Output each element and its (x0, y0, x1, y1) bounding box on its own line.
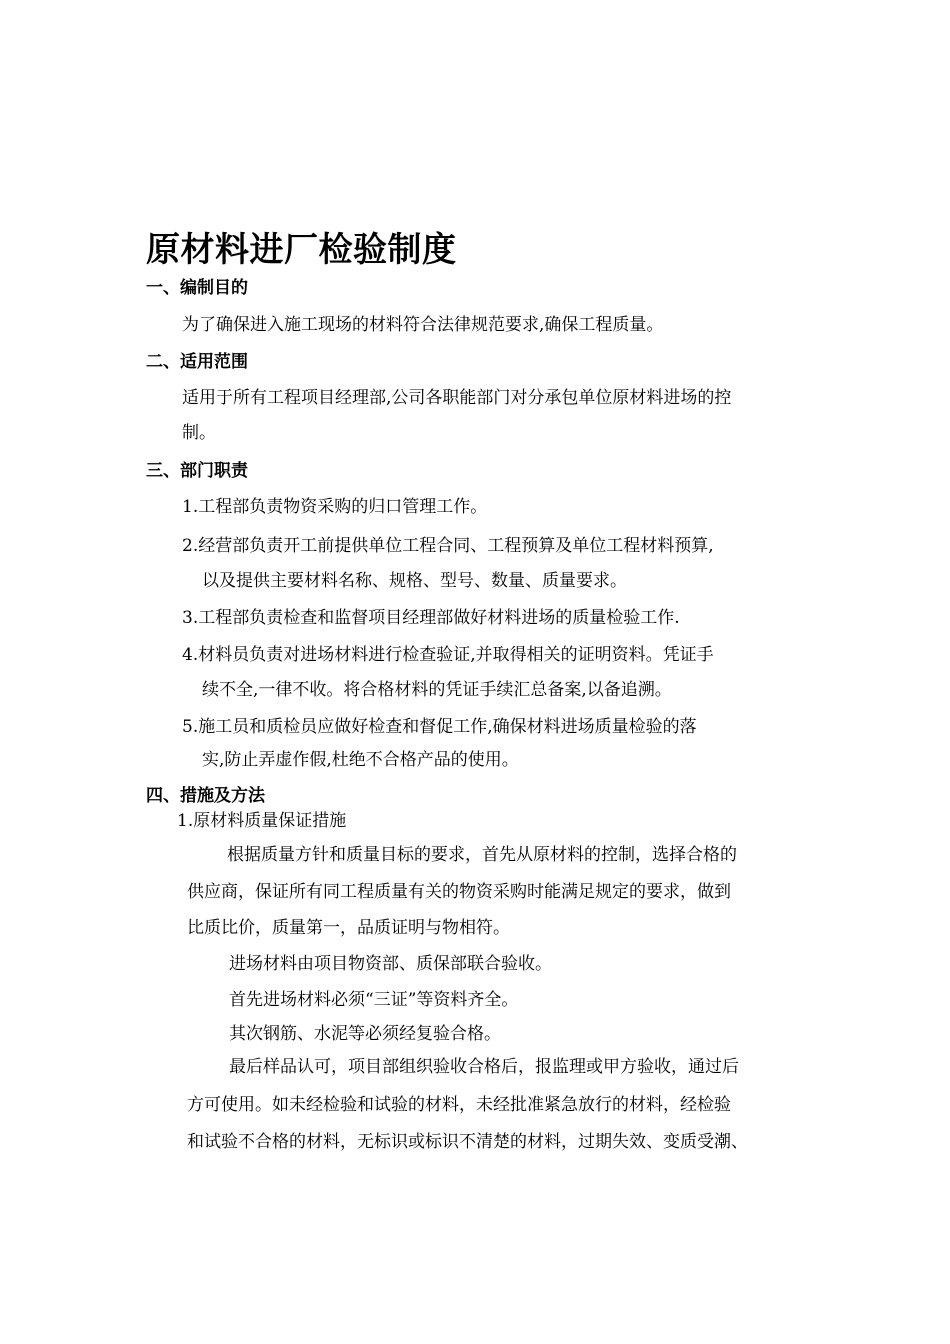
list-item: 4.材料员负责对进场材料进行检查验证,并取得相关的证明资料。凭证手 (182, 645, 714, 665)
list-item-continuation: 以及提供主要材料名称、规格、型号、数量、质量要求。 (202, 571, 627, 591)
section-heading-scope: 二、适用范围 (146, 352, 248, 372)
list-item: 5.施工员和质检员应做好检查和督促工作,确保材料进场质量检验的落 (182, 717, 697, 737)
paragraph-line: 最后样品认可，项目部组织验收合格后，报监理或甲方验收，通过后 (229, 1057, 739, 1077)
list-item-continuation: 实,防止弄虚作假,杜绝不合格产品的使用。 (202, 750, 519, 770)
list-item: 1.工程部负责物资采购的归口管理工作。 (182, 497, 488, 517)
paragraph-line: 首先进场材料必须“三证”等资料齐全。 (229, 990, 519, 1010)
paragraph-line: 进场材料由项目物资部、质保部联合验收。 (229, 954, 552, 974)
section-heading-purpose: 一、编制目的 (146, 278, 248, 298)
paragraph-line: 制。 (182, 423, 216, 443)
paragraph-line: 其次钢筋、水泥等必须经复验合格。 (229, 1024, 501, 1044)
paragraph-line: 和试验不合格的材料，无标识或标识不清楚的材料，过期失效、变质受潮、 (187, 1132, 748, 1152)
paragraph-line: 方可使用。如未经检验和试验的材料，未经批准紧急放行的材料，经检验 (187, 1095, 731, 1115)
paragraph-line: 为了确保进入施工现场的材料符合法律规范要求,确保工程质量。 (182, 315, 664, 335)
paragraph-line: 比质比价，质量第一，品质证明与物相符。 (187, 918, 510, 938)
list-item-continuation: 续不全,一律不收。将合格材料的凭证手续汇总备案,以备追溯。 (202, 680, 672, 700)
paragraph-line: 根据质量方针和质量目标的要求，首先从原材料的控制，选择合格的 (227, 845, 737, 865)
paragraph-line: 供应商，保证所有同工程质量有关的物资采购时能满足规定的要求，做到 (187, 882, 731, 902)
document-title: 原材料进厂检验制度 (146, 230, 457, 270)
list-item: 3.工程部负责检查和监督项目经理部做好材料进场的质量检验工作. (182, 608, 680, 628)
list-item: 2.经营部负责开工前提供单位工程合同、工程预算及单位工程材料预算, (182, 536, 714, 556)
section-heading-responsibilities: 三、部门职责 (146, 461, 248, 481)
section-heading-measures: 四、措施及方法 (146, 786, 265, 806)
paragraph-line: 适用于所有工程项目经理部,公司各职能部门对分承包单位原材料进场的控 (182, 388, 732, 408)
subsection-title: 1.原材料质量保证措施 (177, 811, 347, 831)
